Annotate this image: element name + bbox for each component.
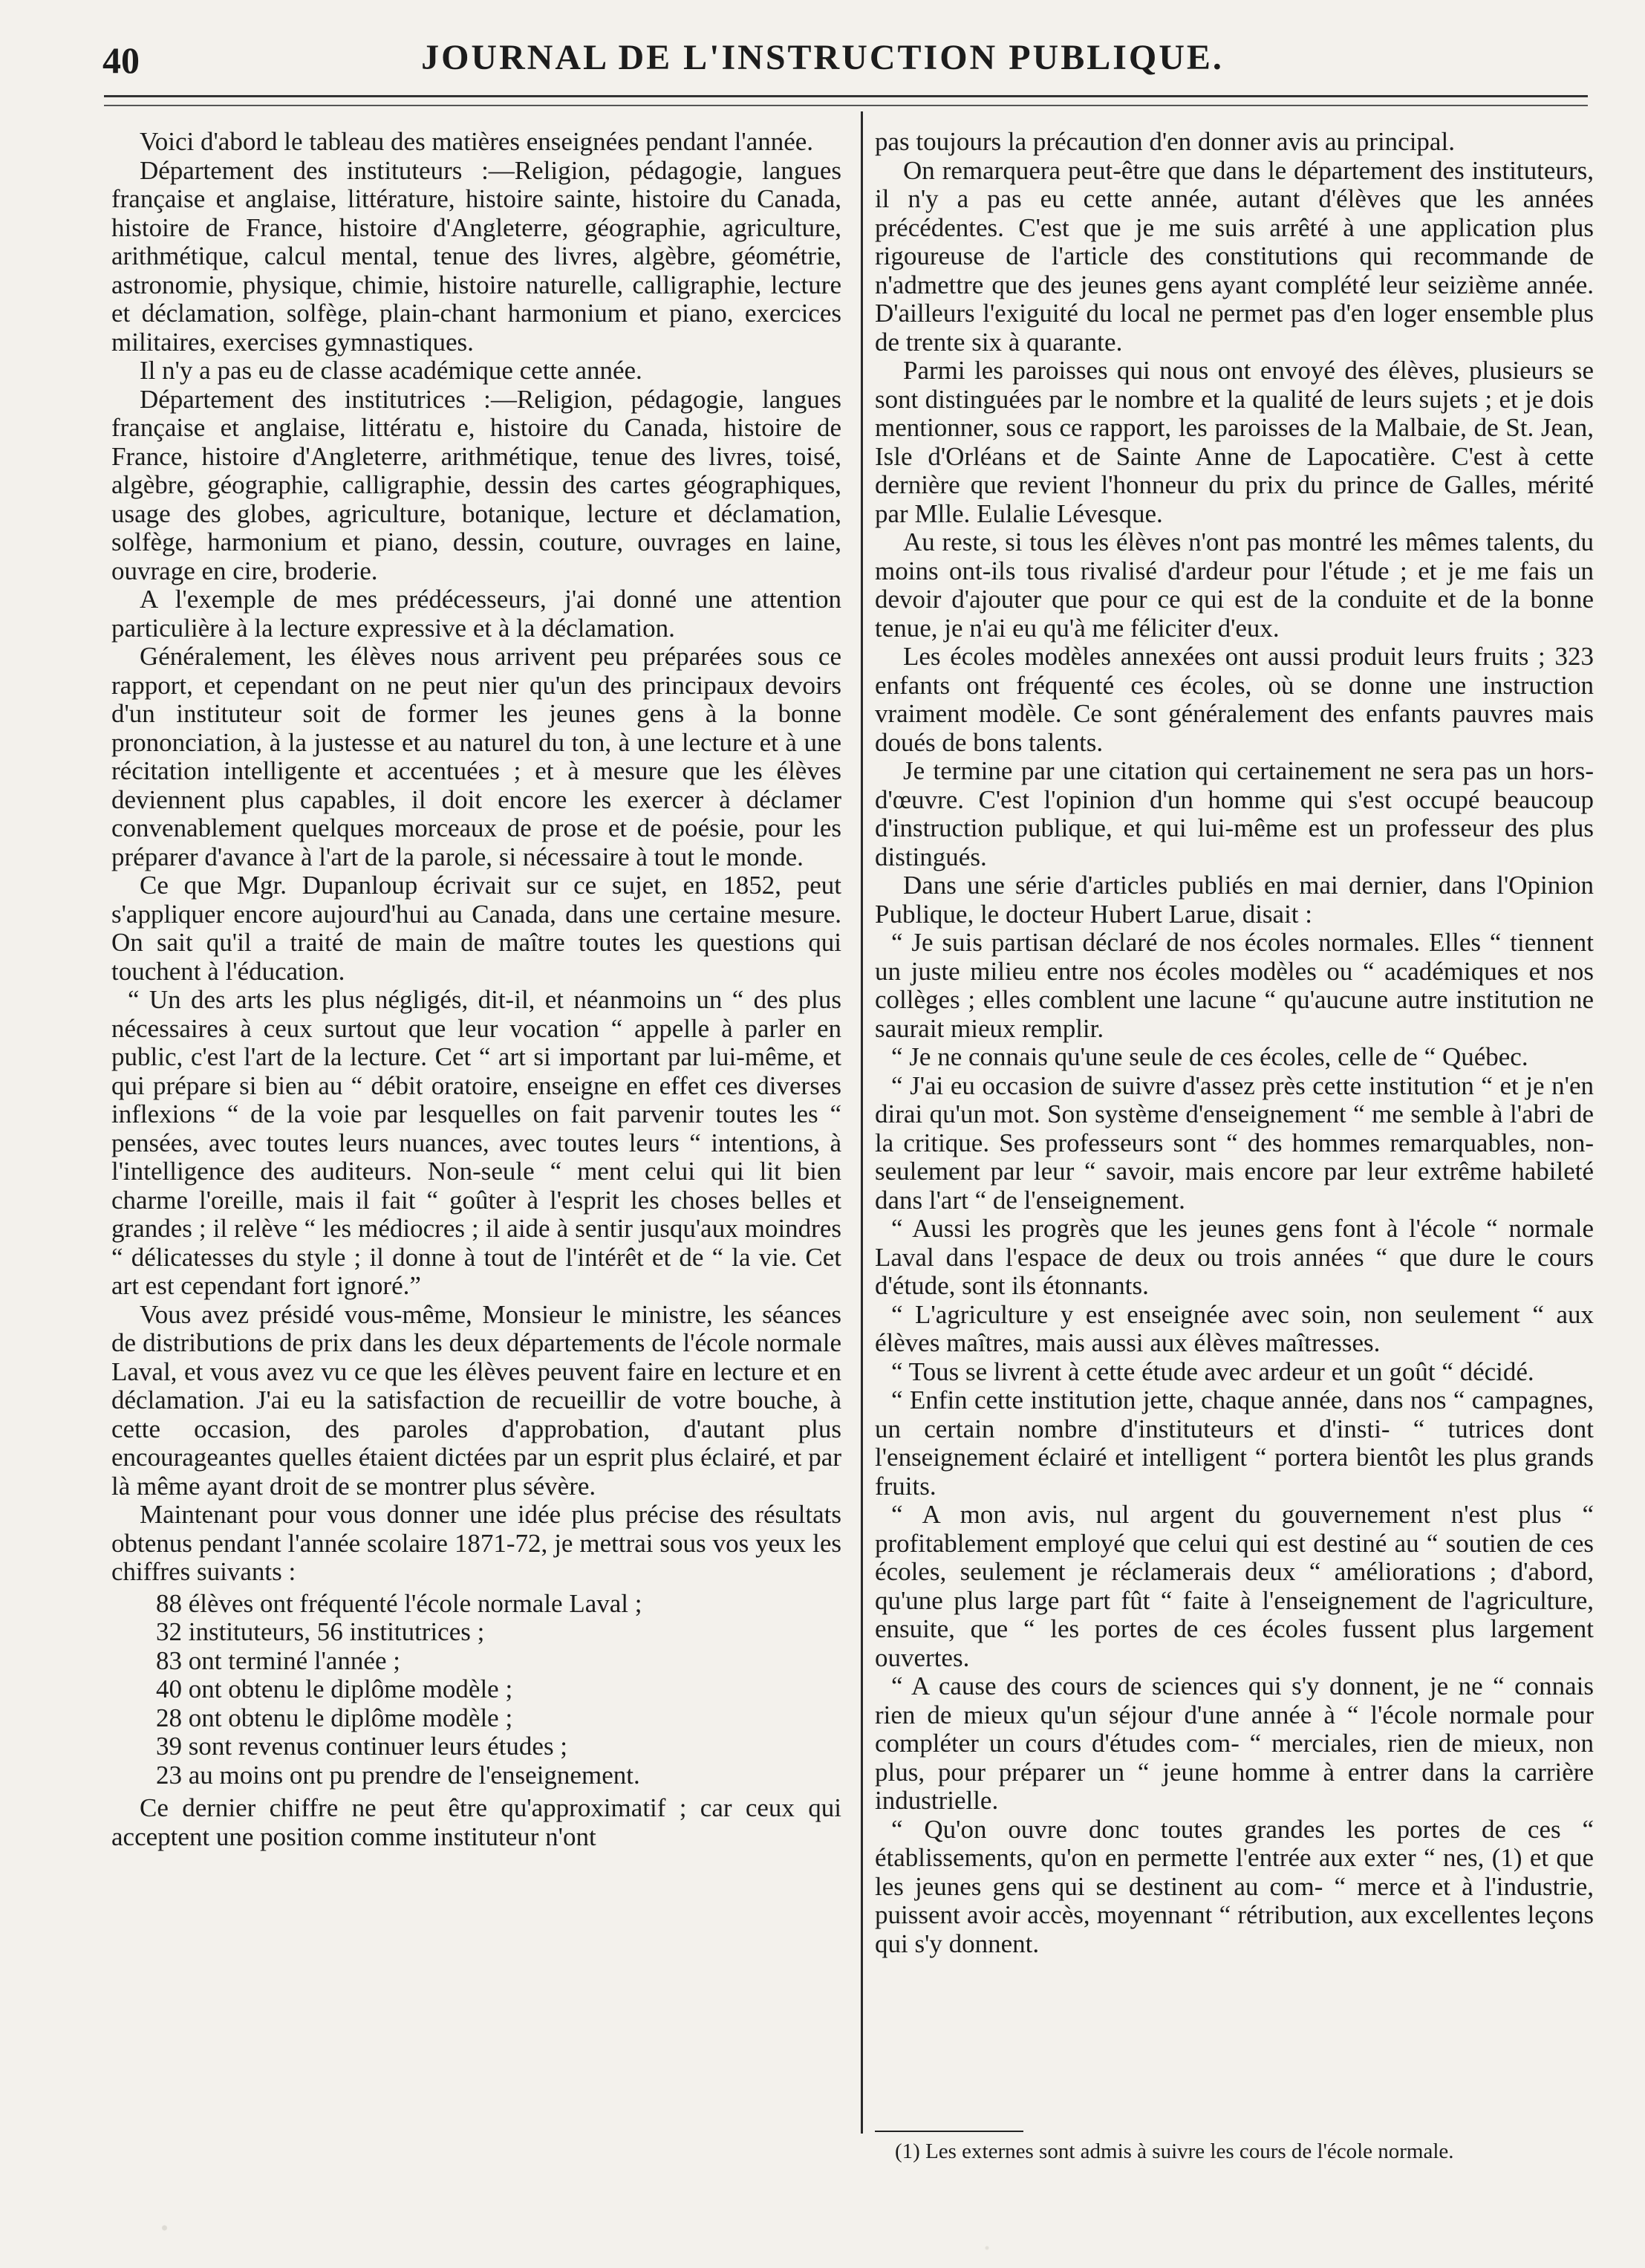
paragraph: Je termine par une citation qui certainement ne sera pas un hors-d'œuvre. C'est l'opinion d'un homme qui s'est occupé beaucoup d'instruction publique, et qui lui-même est un professeur des plus distingués. — [875, 756, 1594, 871]
right-column — [875, 128, 1594, 1958]
quotation: “ Enfin cette institution jette, chaque année, dans nos “ campagnes, un certain nombre d'instituteurs et d'insti- “ tutrices dont l'enseignement éclairé et intelligent “ portera bientôt les plus grands fruits. — [875, 1385, 1594, 1501]
paragraph: Voici d'abord le tableau des matières enseignées pendant l'année. — [140, 127, 814, 156]
paragraph: Au reste, si tous les élèves n'ont pas montré les mêmes talents, du moins ont-ils tous rivalisé d'ardeur pour l'étude ; et je me fais un devoir d'ajouter que pour ce qui est de la conduite et de la bonne tenue, je n'ai eu qu'à me féliciter d'eux. — [875, 527, 1594, 643]
paragraph: Vous avez présidé vous-même, Monsieur le ministre, les séances de distributions de prix dans les deux départements de l'école normale Laval, et vous avez vu ce que les élèves peuvent faire en lecture et en déclamation. J'ai eu la satisfaction de recueillir de votre bouche, à cette occasion, des paroles d'approbation, d'autant plus encourageantes quelles étaient dictées par un esprit plus éclairé, et par là même ayant droit de se montrer plus sévère. — [111, 1299, 841, 1501]
quotation: “ Je ne connais qu'une seule de ces écoles, celle de “ Québec. — [891, 1042, 1528, 1071]
list-item: 39 sont revenus continuer leurs études ; — [156, 1732, 568, 1761]
list-item: 88 élèves ont fréquenté l'école normale Laval ; — [156, 1588, 642, 1618]
quotation: “ L'agriculture y est enseignée avec soin, non seulement “ aux élèves maîtres, mais aussi aux élèves maîtresses. — [875, 1299, 1594, 1357]
quotation: “ J'ai eu occasion de suivre d'assez près cette institution “ et je n'en dirai qu'un mot. Son système d'enseignement “ me semble à l'abri de la critique. Ses professeurs sont “ des hommes remarquables, non-seulement par leur “ savoir, mais encore par leur extrême habileté dans l'art “ de l'enseignement. — [875, 1070, 1594, 1215]
paragraph: Maintenant pour vous donner une idée plus précise des résultats obtenus pendant l'année scolaire 1871-72, je mettrai sous vos yeux les chiffres suivants : — [111, 1500, 841, 1586]
left-column — [111, 128, 841, 1851]
page-number: 40 — [102, 39, 140, 81]
paragraph: Département des institutrices :—Religion, pédagogie, langues française et anglaise, littératu e, histoire du Canada, histoire de France, histoire d'Angleterre, arithmétique, tenue des livres, toisé, algèbre, géographie, calligraphie, dessin des cartes géographiques, usage des globes, agriculture, botanique, lecture et déclamation, solfège, harmonium et piano, dessin, couture, ouvrages en laine, ouvrage en cire, broderie. — [111, 384, 841, 585]
column-divider — [861, 111, 863, 2134]
list-item: 32 instituteurs, 56 institutrices ; — [156, 1617, 485, 1646]
paragraph: Généralement, les élèves nous arrivent peu préparées sous ce rapport, et cependant on ne peut nier qu'un des principaux devoirs d'un instituteur soit de former les jeunes gens à la bonne prononciation, à la justesse et au naturel du ton, à une lecture et à une récitation intelligente et accentuées ; et à mesure que les élèves deviennent plus capables, il doit encore les exercer à déclamer convenablement quelques morceaux de prose et de poésie, pour les préparer d'avance à l'art de la parole, si nécessaire à tout le monde. — [111, 642, 841, 871]
quotation: “ Un des arts les plus négligés, dit-il, et néanmoins un “ des plus nécessaires à ceux surtout que leur vocation “ appelle à parler en public, c'est l'art de la lecture. Cet “ art si important par lui-même, et qui prépare si bien au “ débit oratoire, enseigne en effet ces diverses inflexions “ de la voie par lesquelles on fait parvenir toutes les “ pensées, avec toutes leurs nuances, avec toutes leurs “ intentions, à l'intelligence des auditeurs. Non-seule “ ment celui qui lit bien charme l'oreille, mais il fait “ goûter à l'esprit les choses belles et grandes ; il relève “ les médiocres ; il aide à sentir jusqu'aux moindres “ délicatesses du style ; il donne à tout de l'intérêt et de “ la vie. Cet art est cependant fort ignoré.” — [111, 985, 841, 1300]
quotation: “ Je suis partisan déclaré de nos écoles normales. Elles “ tiennent un juste milieu entre nos écoles modèles ou “ académiques et nos collèges ; elles comblent une lacune “ qu'aucune autre institution ne saurait mieux remplir. — [875, 928, 1594, 1043]
statistics-list — [156, 1590, 841, 1790]
header-rule — [104, 95, 1588, 106]
quotation: “ Aussi les progrès que les jeunes gens font à l'école “ normale Laval dans l'espace de deux ou trois années “ que dure le cours d'étude, sont ils étonnants. — [875, 1214, 1594, 1300]
quotation: “ A cause des cours de sciences qui s'y donnent, je ne “ connais rien de mieux qu'un séjour d'une année à “ l'école normale pour compléter un cours d'études com- “ merciales, rien de mieux, non plus, pour préparer un “ jeune homme à entrer dans la carrière industrielle. — [875, 1671, 1594, 1815]
paragraph: Ce que Mgr. Dupanloup écrivait sur ce sujet, en 1852, peut s'appliquer encore aujourd'hui au Canada, dans une certaine mesure. On sait qu'il a traité de main de maître toutes les questions qui touchent à l'éducation. — [111, 871, 841, 986]
paragraph: Parmi les paroisses qui nous ont envoyé des élèves, plusieurs se sont distinguées par le nombre et la qualité de leurs sujets ; et je dois mentionner, sous ce rapport, les paroisses de la Malbaie, de St. Jean, Isle d'Orléans et de Sainte Anne de Lapocatière. C'est à cette dernière que revient l'honneur du prix du prince de Galles, mérité par Mlle. Eulalie Lévesque. — [875, 356, 1594, 528]
paragraph: On remarquera peut-être que dans le département des instituteurs, il n'y a pas eu cette année, autant d'élèves que les années précédentes. C'est que je me suis arrêté à une application plus rigoureuse de l'article des constitutions qui recommande de n'admettre que des jeunes gens ayant complété leur seizième année. D'ailleurs l'exiguité du local ne permet pas d'en loger ensemble plus de trente six à quarante. — [875, 155, 1594, 357]
footnote: (1) Les externes sont admis à suivre les cours de l'école normale. — [895, 2139, 1454, 2163]
quotation: “ Qu'on ouvre donc toutes grandes les portes de ces “ établissements, qu'on en permette l'entrée aux exter “ nes, (1) et que les jeunes gens qui se destinent au com- “ merce et à l'industrie, puissent avoir accès, moyennant “ rétribution, aux excellentes leçons qui s'y donnent. — [875, 1814, 1594, 1958]
quotation: “ Tous se livrent à cette étude avec ardeur et un goût “ décidé. — [891, 1356, 1534, 1386]
paragraph: Ce dernier chiffre ne peut être qu'approximatif ; car ceux qui acceptent une position comme instituteur n'ont — [111, 1793, 841, 1851]
paragraph: Département des instituteurs :—Religion, pédagogie, langues française et anglaise, littérature, histoire sainte, histoire du Canada, histoire de France, histoire d'Angleterre, géographie, agriculture, arithmétique, calcul mental, tenue des livres, algèbre, géométrie, astronomie, physique, chimie, histoire naturelle, calligraphie, lecture et déclamation, solfège, plain-chant harmonium et piano, exercices militaires, exercises gymnastiques. — [111, 155, 841, 357]
list-item: 28 ont obtenu le diplôme modèle ; — [156, 1703, 513, 1732]
paper-texture — [0, 2201, 1645, 2268]
list-item: 40 ont obtenu le diplôme modèle ; — [156, 1674, 513, 1703]
list-item: 23 au moins ont pu prendre de l'enseignement. — [156, 1760, 640, 1790]
paragraph: A l'exemple de mes prédécesseurs, j'ai donné une attention particulière à la lecture expressive et à la déclamation. — [111, 585, 841, 643]
running-title: JOURNAL DE L'INSTRUCTION PUBLIQUE. — [421, 38, 1224, 77]
footnote-rule — [875, 2131, 1023, 2132]
paragraph: Il n'y a pas eu de classe académique cette année. — [140, 356, 642, 385]
paragraph: pas toujours la précaution d'en donner avis au principal. — [875, 127, 1455, 156]
list-item: 83 ont terminé l'année ; — [156, 1645, 400, 1675]
paragraph: Les écoles modèles annexées ont aussi produit leurs fruits ; 323 enfants ont fréquenté ces écoles, où se donne une instruction vraiment modèle. Ce sont généralement des enfants pauvres mais doués de bons talents. — [875, 642, 1594, 757]
paragraph: Dans une série d'articles publiés en mai dernier, dans l'Opinion Publique, le docteur Hubert Larue, disait : — [875, 871, 1594, 929]
quotation: “ A mon avis, nul argent du gouvernement n'est plus “ profitablement employé que celui qui est destiné au “ soutien de ces écoles, seulement je réclamerais deux “ améliorations ; d'abord, qu'une plus large part fût “ faite à l'enseignement de l'agriculture, ensuite, que “ les portes de ces écoles fussent plus largement ouvertes. — [875, 1500, 1594, 1672]
